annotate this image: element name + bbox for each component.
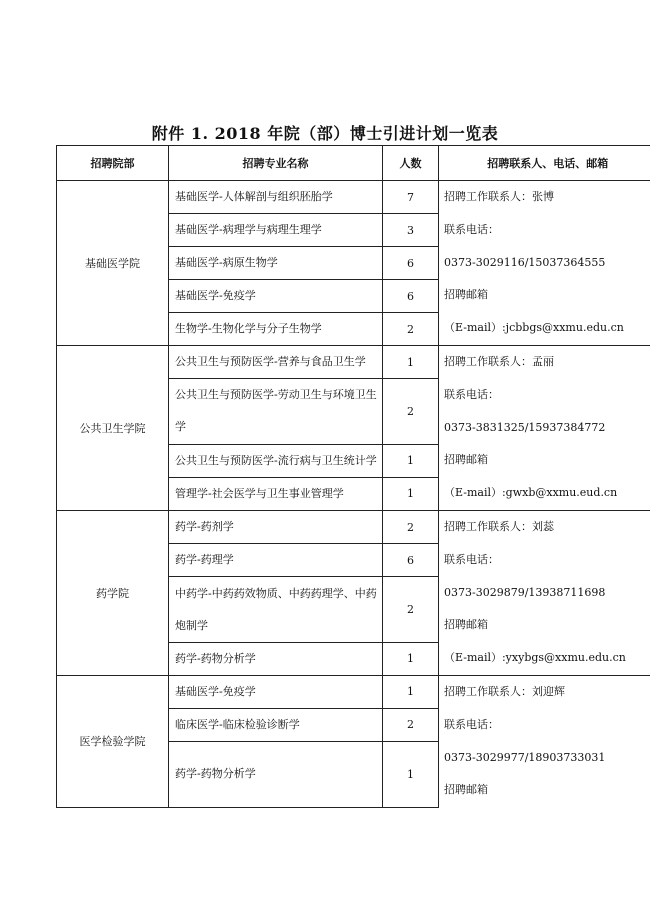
table-row bbox=[57, 675, 650, 708]
contact-email-label: 招聘邮箱 bbox=[444, 618, 488, 632]
major-cell: 生物学-生物化学与分子生物学 bbox=[169, 313, 383, 346]
major-cell: 基础医学-人体解剖与组织胚胎学 bbox=[169, 181, 383, 214]
header-count: 人数 bbox=[383, 146, 439, 181]
major-line: 中药学-中药药效物质、中药药理学、中药 bbox=[175, 586, 377, 600]
header-dept: 招聘院部 bbox=[57, 146, 169, 181]
contact-email-label: 招聘邮箱 bbox=[444, 453, 488, 467]
major-cell: 公共卫生与预防医学-营养与食品卫生学 bbox=[169, 346, 383, 379]
dept-cell: 基础医学院 bbox=[57, 181, 169, 346]
count-cell: 6 bbox=[383, 247, 439, 280]
page-title: 附件 1. 2018 年院（部）博士引进计划一览表 bbox=[151, 124, 499, 143]
contact-email: （E-mail）:jcbbgs@xxmu.edu.cn bbox=[444, 321, 624, 335]
major-line: 炮制学 bbox=[175, 618, 208, 632]
count-cell: 1 bbox=[383, 444, 439, 477]
major-cell: 基础医学-病原生物学 bbox=[169, 247, 383, 280]
dept-cell: 药学院 bbox=[57, 510, 169, 675]
major-cell: 药学-药理学 bbox=[169, 544, 383, 577]
count-cell: 1 bbox=[383, 642, 439, 675]
table-header-row bbox=[57, 146, 650, 181]
contact-person: 招聘工作联系人：张博 bbox=[444, 190, 554, 203]
contact-phone-label: 联系电话： bbox=[444, 552, 499, 566]
major-cell: 药学-药物分析学 bbox=[169, 642, 383, 675]
header-major: 招聘专业名称 bbox=[169, 146, 383, 181]
contact-phone: 0373-3029977/18903733031 bbox=[444, 750, 606, 764]
count-cell: 2 bbox=[383, 708, 439, 741]
major-cell: 药学-药剂学 bbox=[169, 510, 383, 543]
recruitment-table bbox=[56, 145, 650, 808]
major-cell: 临床医学-临床检验诊断学 bbox=[169, 708, 383, 741]
count-cell: 2 bbox=[383, 577, 439, 642]
count-cell: 1 bbox=[383, 346, 439, 379]
major-line: 公共卫生与预防医学-劳动卫生与环境卫生 bbox=[175, 388, 377, 402]
contact-phone-label: 联系电话： bbox=[444, 717, 499, 731]
count-cell: 2 bbox=[383, 313, 439, 346]
contact-cell bbox=[439, 346, 650, 511]
contact-person: 招聘工作联系人：孟丽 bbox=[444, 355, 554, 368]
count-cell: 3 bbox=[383, 214, 439, 247]
contact-person: 招聘工作联系人：刘蕊 bbox=[444, 519, 554, 533]
dept-cell: 公共卫生学院 bbox=[57, 346, 169, 511]
dept-cell: 医学检验学院 bbox=[57, 675, 169, 807]
major-cell bbox=[169, 379, 383, 444]
major-cell: 药学-药物分析学 bbox=[169, 741, 383, 807]
count-cell: 1 bbox=[383, 741, 439, 807]
contact-email-label: 招聘邮箱 bbox=[444, 288, 488, 302]
contact-phone: 0373-3831325/15937384772 bbox=[444, 420, 606, 434]
major-line: 学 bbox=[175, 420, 186, 434]
count-cell: 7 bbox=[383, 181, 439, 214]
major-cell: 基础医学-免疫学 bbox=[169, 280, 383, 313]
count-cell: 2 bbox=[383, 510, 439, 543]
count-cell: 1 bbox=[383, 675, 439, 708]
major-cell: 基础医学-免疫学 bbox=[169, 675, 383, 708]
major-cell: 管理学-社会医学与卫生事业管理学 bbox=[169, 477, 383, 510]
contact-cell bbox=[439, 675, 650, 807]
major-cell bbox=[169, 577, 383, 642]
header-contact: 招聘联系人、电话、邮箱 bbox=[439, 146, 650, 181]
contact-email: （E-mail）:gwxb@xxmu.eud.cn bbox=[444, 486, 618, 500]
count-cell: 2 bbox=[383, 379, 439, 444]
contact-phone: 0373-3029879/13938711698 bbox=[444, 585, 606, 599]
table-row bbox=[57, 510, 650, 543]
contact-cell bbox=[439, 510, 650, 675]
table-row bbox=[57, 181, 650, 214]
count-cell: 6 bbox=[383, 544, 439, 577]
count-cell: 6 bbox=[383, 280, 439, 313]
contact-email-label: 招聘邮箱 bbox=[444, 783, 488, 797]
contact-person: 招聘工作联系人：刘迎辉 bbox=[444, 684, 565, 698]
count-cell: 1 bbox=[383, 477, 439, 510]
contact-phone-label: 联系电话： bbox=[444, 387, 499, 401]
table-row bbox=[57, 346, 650, 379]
major-cell: 基础医学-病理学与病理生理学 bbox=[169, 214, 383, 247]
contact-phone: 0373-3029116/15037364555 bbox=[444, 255, 606, 269]
contact-phone-label: 联系电话： bbox=[444, 222, 499, 236]
major-cell: 公共卫生与预防医学-流行病与卫生统计学 bbox=[169, 444, 383, 477]
contact-cell bbox=[439, 181, 650, 346]
contact-email: （E-mail）:yxybgs@xxmu.edu.cn bbox=[444, 651, 626, 665]
